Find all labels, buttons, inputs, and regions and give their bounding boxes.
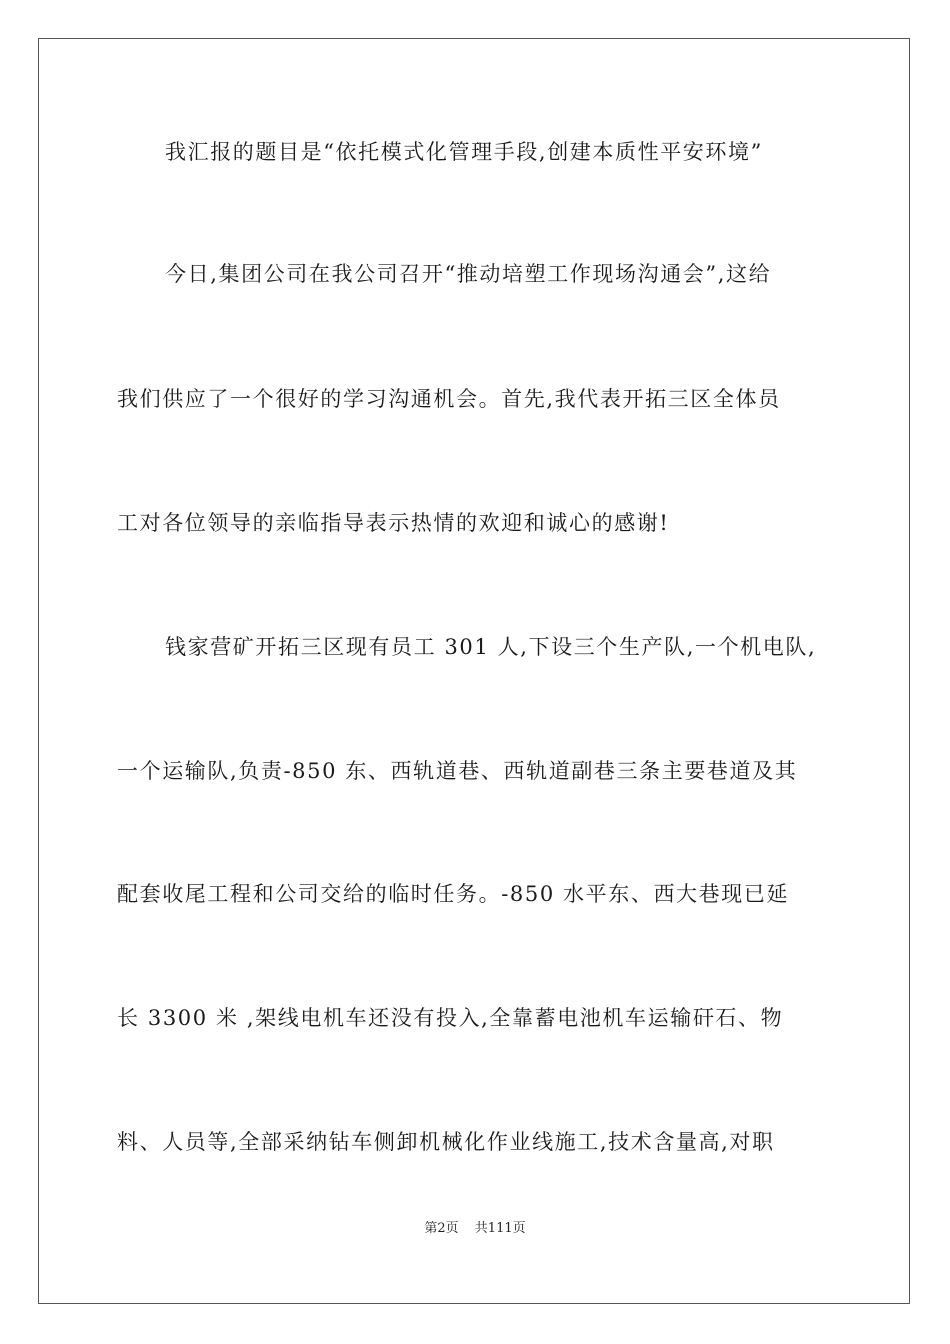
paragraph-line-1: 我汇报的题目是“依托模式化管理手段,创建本质性平安环境”: [165, 140, 763, 164]
paragraph-line-8: 长 3300 米 ,架线电机车还没有投入,全靠蓄电池机车运输矸石、物: [117, 1006, 784, 1030]
paragraph-line-2: 今日,集团公司在我公司召开“推动培塑工作现场沟通会”,这给: [165, 262, 772, 286]
page-footer: [0, 1220, 950, 1238]
paragraph-line-9: 料、人员等,全部采纳钻车侧卸机械化作业线施工,技术含量高,对职: [117, 1130, 775, 1154]
paragraph-line-3: 我们供应了一个很好的学习沟通机会。首先,我代表开拓三区全体员: [117, 387, 781, 411]
total-pages: 共111页: [474, 1221, 526, 1236]
paragraph-line-6: 一个运输队,负责-850 东、西轨道巷、西轨道副巷三条主要巷道及其: [117, 759, 798, 783]
paragraph-line-5: 钱家营矿开拓三区现有员工 301 人,下设三个生产队,一个机电队,: [165, 635, 817, 659]
page-border: [38, 38, 910, 1304]
page-number: 第2页: [424, 1221, 459, 1236]
paragraph-line-7: 配套收尾工程和公司交给的临时任务。-850 水平东、西大巷现已延: [117, 882, 790, 906]
paragraph-line-4: 工对各位领导的亲临指导表示热情的欢迎和诚心的感谢!: [117, 511, 670, 535]
